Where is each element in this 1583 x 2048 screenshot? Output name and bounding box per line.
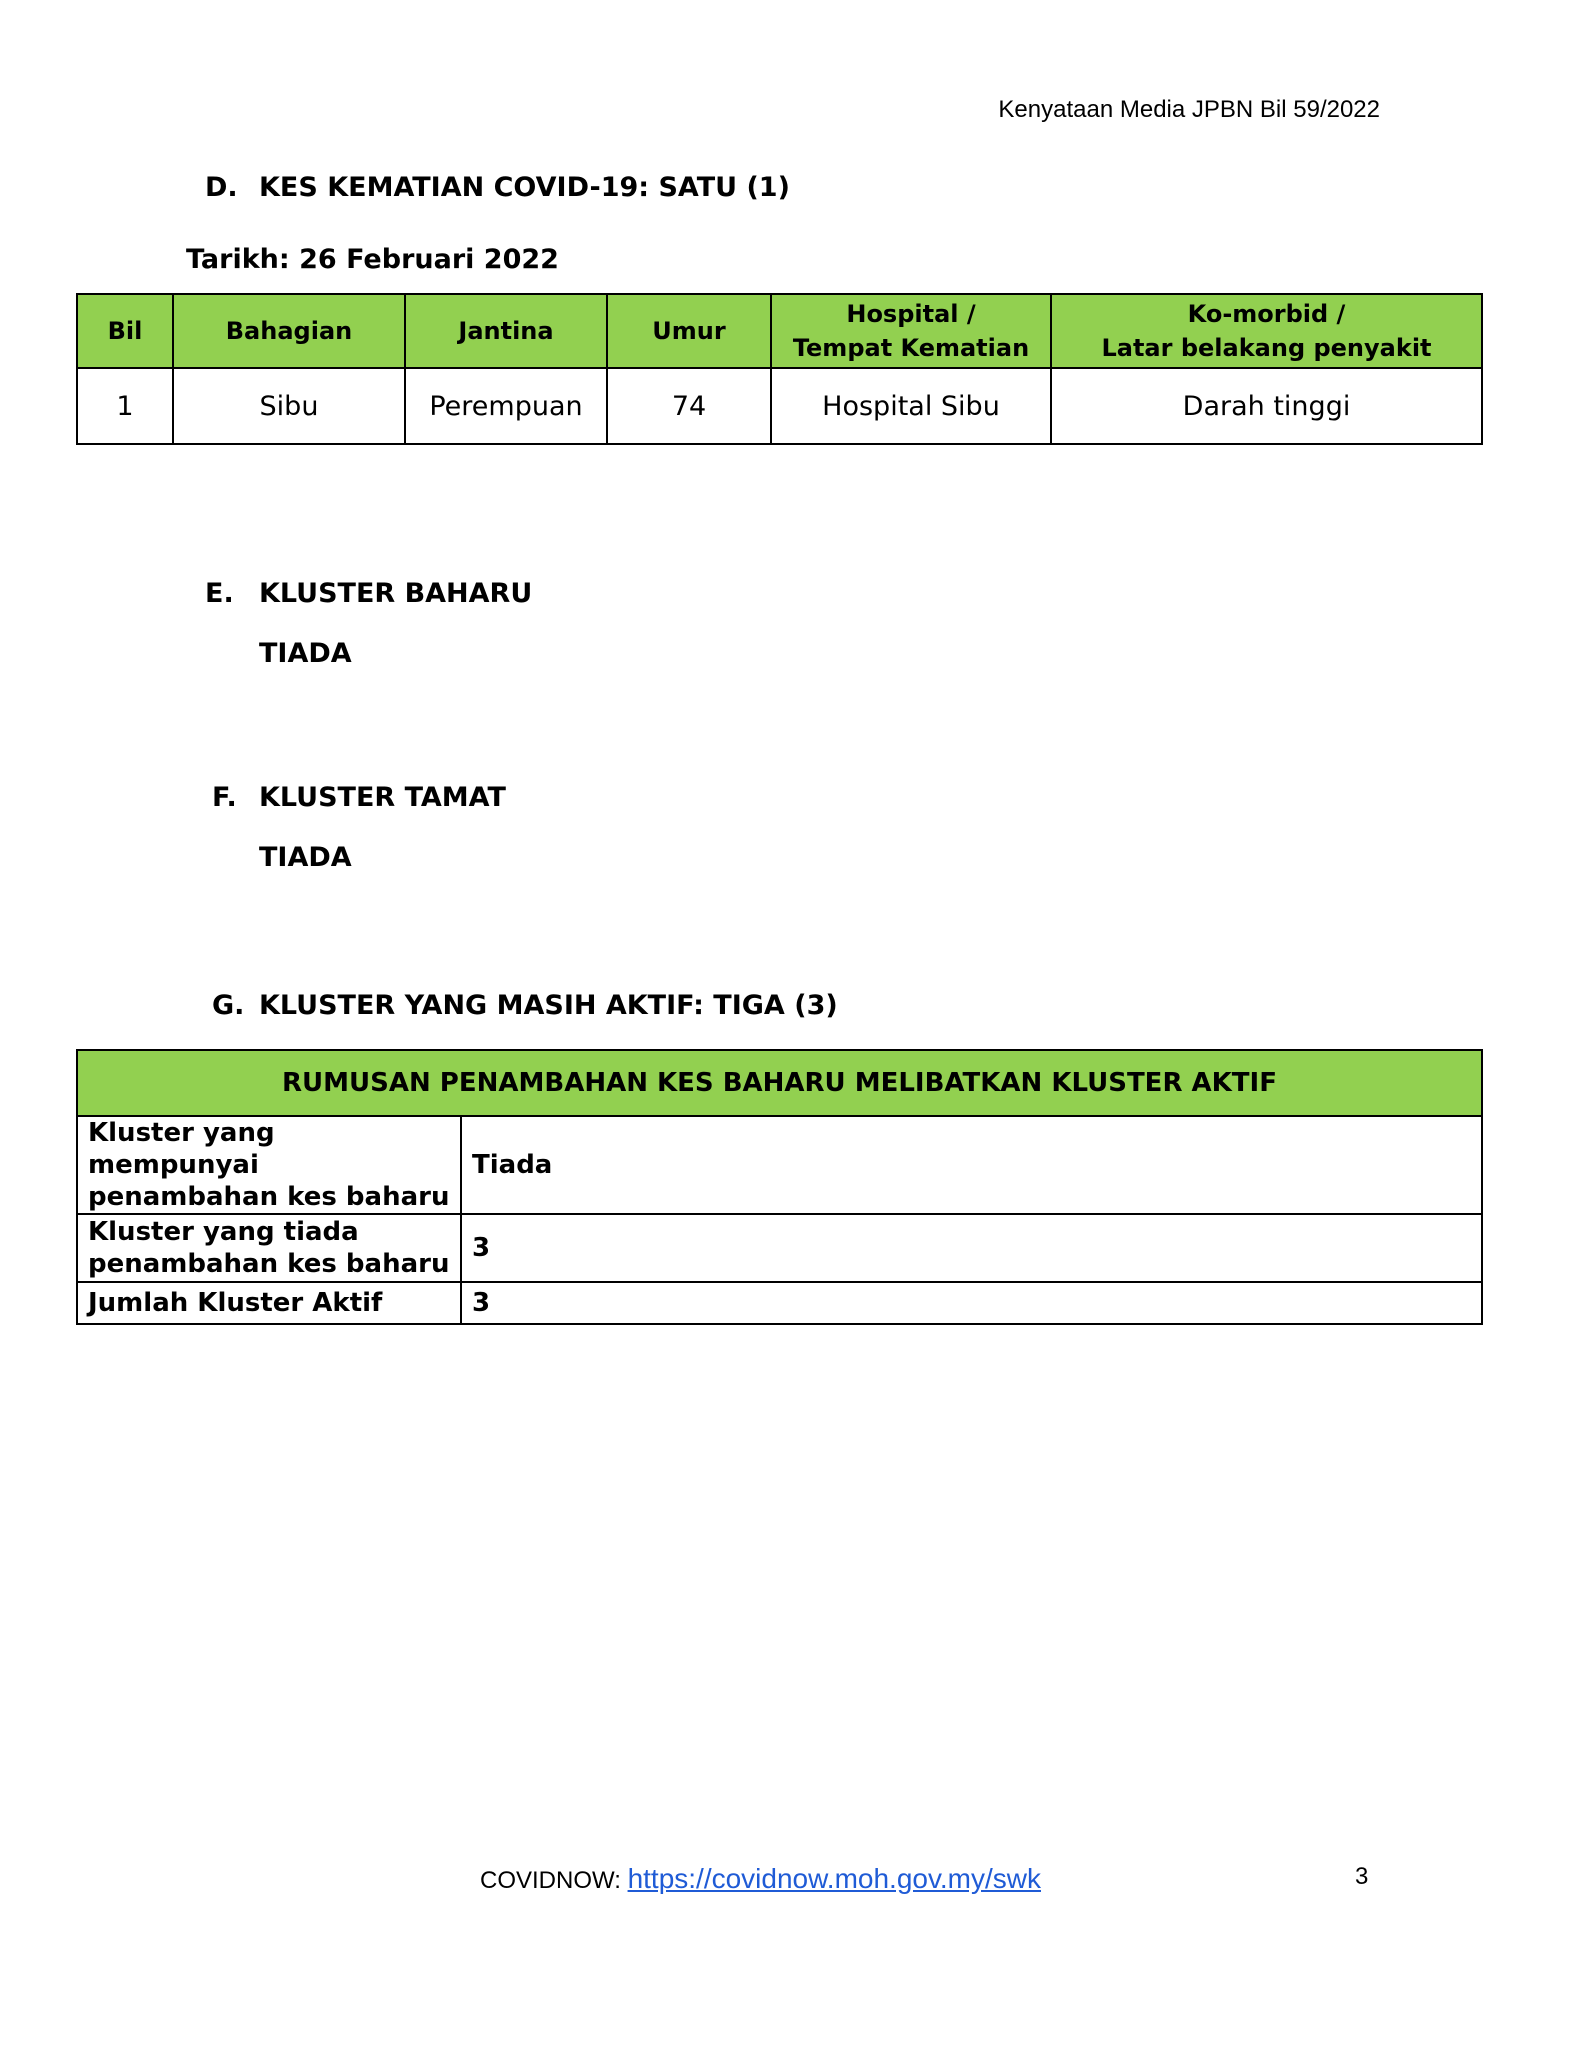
section-f-heading (212, 782, 506, 813)
col-hospital-line2: Tempat Kematian (792, 334, 1030, 362)
table-header-row (77, 294, 1482, 368)
row-label (77, 1116, 461, 1214)
col-hospital (771, 294, 1051, 368)
cell-bahagian: Sibu (173, 368, 405, 444)
table-row (77, 1282, 1482, 1324)
section-f-letter: F. (212, 782, 237, 813)
col-hospital-line1: Hospital / (846, 300, 976, 328)
row-label-line2: penambahan kes baharu (88, 1249, 450, 1279)
row-value: 3 (461, 1282, 1482, 1324)
section-d-heading (205, 172, 790, 203)
row-value: Tiada (461, 1116, 1482, 1214)
section-e-letter: E. (205, 578, 234, 609)
row-label-line1: Kluster yang tiada (88, 1217, 359, 1247)
cell-komorbid: Darah tinggi (1051, 368, 1482, 444)
death-date: Tarikh: 26 Februari 2022 (186, 244, 559, 275)
row-value: 3 (461, 1214, 1482, 1282)
col-komorbid-line2: Latar belakang penyakit (1101, 334, 1432, 362)
section-d-title: KES KEMATIAN COVID-19: SATU (1) (259, 172, 790, 203)
death-cases-table (76, 293, 1483, 445)
footer-label: COVIDNOW: (480, 1867, 628, 1894)
document-reference: Kenyataan Media JPBN Bil 59/2022 (998, 96, 1380, 123)
table-row (77, 368, 1482, 444)
col-umur: Umur (607, 294, 771, 368)
col-komorbid (1051, 294, 1482, 368)
section-d-letter: D. (205, 172, 238, 203)
section-e-value: TIADA (259, 638, 352, 669)
section-g-heading (212, 990, 838, 1021)
cell-jantina: Perempuan (405, 368, 607, 444)
row-label-line1: Kluster yang mempunyai (88, 1118, 275, 1180)
footer (480, 1863, 1041, 1895)
row-label: Jumlah Kluster Aktif (77, 1282, 461, 1324)
table-heading-row (77, 1050, 1482, 1116)
cell-umur: 74 (607, 368, 771, 444)
section-e-title: KLUSTER BAHARU (259, 578, 533, 609)
section-e-heading (205, 578, 532, 609)
col-bahagian: Bahagian (173, 294, 405, 368)
col-jantina: Jantina (405, 294, 607, 368)
table-row (77, 1214, 1482, 1282)
col-komorbid-line1: Ko-morbid / (1187, 300, 1346, 328)
section-f-title: KLUSTER TAMAT (259, 782, 506, 813)
row-label-line2: penambahan kes baharu (88, 1182, 450, 1212)
row-label (77, 1214, 461, 1282)
col-bil: Bil (77, 294, 173, 368)
table-heading: RUMUSAN PENAMBAHAN KES BAHARU MELIBATKAN KLUSTER AKTIF (77, 1050, 1482, 1116)
section-g-title: KLUSTER YANG MASIH AKTIF: TIGA (3) (259, 990, 838, 1021)
section-f-value: TIADA (259, 842, 352, 873)
cell-hospital: Hospital Sibu (771, 368, 1051, 444)
section-g-letter: G. (212, 990, 245, 1021)
covidnow-link[interactable]: https://covidnow.moh.gov.my/swk (627, 1863, 1041, 1894)
active-cluster-table (76, 1049, 1483, 1325)
table-row (77, 1116, 1482, 1214)
cell-bil: 1 (77, 368, 173, 444)
page-number: 3 (1355, 1863, 1369, 1890)
